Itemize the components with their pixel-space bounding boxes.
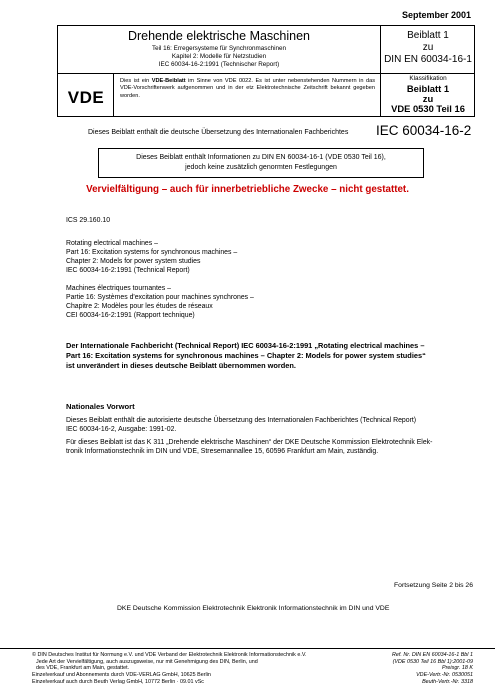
adoption-statement: Der Internationale Fachbericht (Technical Report) IEC 60034-16-2:1991 „Rotating electrical machines – Part 16: Excitation systems for synchronous machines – Chapter 2: Models for power system studies“ ist unverändert in dieses deutsche Beiblatt übernommen worden. xyxy=(66,341,426,370)
continuation-note: Fortsetzung Seite 2 bis 26 xyxy=(394,582,473,589)
english-title-block: Rotating electrical machines – Part 16: Excitation systems for synchronous machines – Chapter 2: Models for power system studies IEC 60034-16-2:1991 (Technical Report) xyxy=(66,240,238,274)
vde-info-text: Dies ist ein VDE-Beiblatt im Sinne von VDE 0022. Es ist unter nebenstehenden Nummern in das VDE-Vorschriftenwerk aufgenommen und in der etz Elektrotechnische Zeitschrift bekannt gegeben worden. xyxy=(120,78,375,99)
translation-note: Dieses Beiblatt enthält die deutsche Übersetzung des Internationalen Fachberichtes xyxy=(88,129,349,136)
copyright-block: © DIN Deutsches Institut für Normung e.V. und VDE Verband der Elektrotechnik Elektronik Informationstechnik e.V. Jede Art der Vervielfältigung, auch auszugsweise, nur mit Genehmigung des DIN, Berlin, und des VDE, Frankfurt am Main, gestattet. Einzelverkauf und Abonnements durch VDE-VERLAG GmbH, 10625 Berlin Einzelverkauf auch durch Beuth Verlag GmbH, 10772 Berlin · 09.01 vSc xyxy=(32,652,307,685)
vorwort-paragraph-2: Für dieses Beiblatt ist das K 311 „Drehende elektrische Maschinen“ der DKE Deutsche Kommission Elektrotechnik Elek- tronik Informationstechnik im DIN und VDE, Stresemannallee 15, 60596 Frankfurt am Main, zuständig. xyxy=(66,439,433,455)
vorwort-paragraph-1: Dieses Beiblatt enthält die autorisierte deutsche Übersetzung des Internationalen Fachberichtes (Technical Report) IEC 60034-16-2, Ausgabe: 1991-02. xyxy=(66,417,417,433)
document-subtitle: Teil 16: Erregersysteme für Synchronmaschinen Kapitel 2: Modelle für Netzstudien IEC 60034-16-2:1991 (Technischer Report) xyxy=(151,45,287,68)
issue-date: September 2001 xyxy=(401,10,471,20)
vde-logo xyxy=(62,86,110,108)
reference-block: Ref. Nr. DIN EN 60034-16-1 Bbl 1 (VDE 0530 Teil 16 Bbl 1):2001-09 Preisgr. 18 K VDE-Vertr.-Nr. 0530051 Beuth-Vertr.-Nr. 3318 xyxy=(392,652,473,685)
klassifikation-label: Klassifikation xyxy=(409,75,447,82)
ics-code: ICS 29.160.10 xyxy=(66,217,111,224)
document-title: Drehende elektrische Maschinen xyxy=(127,29,311,43)
information-box: Dieses Beiblatt enthält Informationen zu DIN EN 60034-16-1 (VDE 0530 Teil 16), jedoch keine zusätzlich genormten Festlegungen xyxy=(98,148,424,178)
vorwort-heading: Nationales Vorwort xyxy=(66,402,135,411)
french-title-block: Machines électriques tournantes – Partie 16: Systèmes d'excitation pour machines synchrones – Chapitre 2: Modèles pour les études de réseaux CEI 60034-16-2:1991 (Rapport technique) xyxy=(66,285,254,319)
beiblatt-din: Beiblatt 1 zu DIN EN 60034-16-1 xyxy=(384,30,472,65)
beiblatt-vde: Beiblatt 1 zu VDE 0530 Teil 16 xyxy=(391,83,465,114)
footer-divider xyxy=(0,648,495,649)
header-frame xyxy=(57,25,475,117)
svg-text:VDE: VDE xyxy=(67,88,105,107)
iec-number: IEC 60034-16-2 xyxy=(376,123,472,138)
dke-line: DKE Deutsche Kommission Elektrotechnik Elektronik Informationstechnik im DIN und VDE xyxy=(117,605,390,612)
copy-warning: Vervielfältigung – auch für innerbetriebliche Zwecke – nicht gestattet. xyxy=(86,184,409,195)
